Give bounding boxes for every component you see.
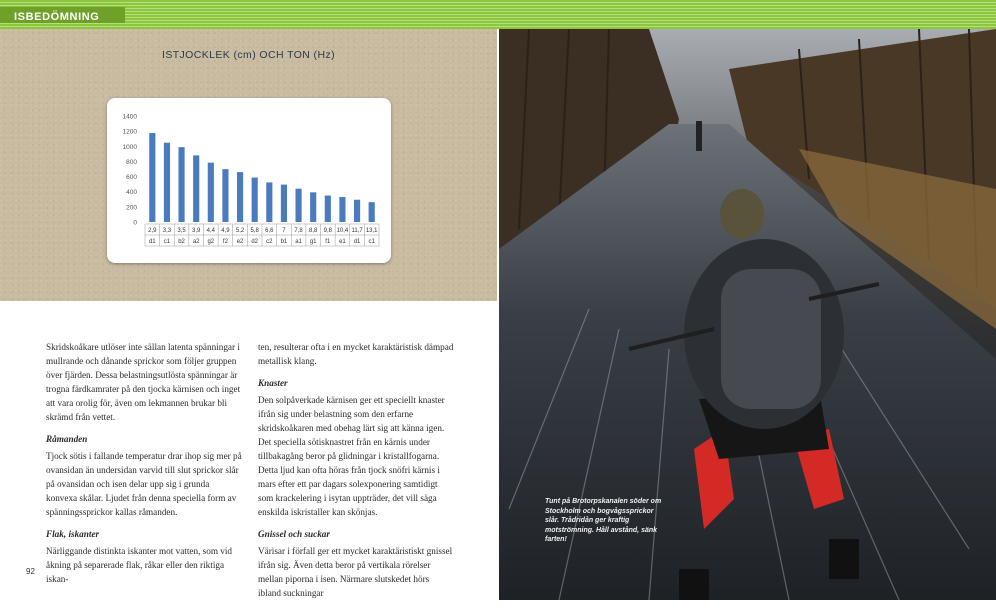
- bar: [310, 192, 316, 222]
- bar: [149, 133, 155, 222]
- bar: [237, 172, 243, 222]
- subheading-gnissel: Gnissel och suckar: [258, 529, 330, 539]
- x-category-label: 8,8: [309, 228, 318, 234]
- x-category-label: 3,5: [177, 228, 186, 234]
- y-tick-label: 400: [126, 189, 137, 197]
- x-category-label: 2,9: [148, 228, 157, 234]
- header-band: [0, 0, 996, 29]
- y-tick-label: 1400: [122, 113, 137, 121]
- bar: [193, 155, 199, 222]
- bar: [178, 147, 184, 222]
- x-note-label: b1: [280, 239, 288, 245]
- bar: [208, 163, 214, 222]
- x-note-label: d1: [148, 239, 156, 245]
- x-note-label: g1: [309, 239, 317, 245]
- page-number: 92: [26, 567, 35, 576]
- x-note-label: a2: [192, 239, 200, 245]
- bar: [339, 197, 345, 222]
- x-note-label: e1: [339, 239, 346, 245]
- x-category-label: 13,1: [365, 228, 378, 234]
- bar: [369, 202, 375, 222]
- x-category-label: 5,2: [235, 228, 245, 234]
- paragraph: Värisar i förfall ger ett mycket karaktäristiskt gnissel ifrån sig. Även detta beror på vertikala rörelser mellan piporna i isen. Närmare slutskedet hörs ibland suckningar: [258, 546, 453, 598]
- photo-caption: Tunt på Brotorpskanalen söder om Stockholm och bogvågssprickor slår. Trådridån ger kraftig motströmning. Håll avstånd, sänk farten!: [545, 498, 662, 543]
- bar: [252, 178, 258, 222]
- text-column-2: [258, 340, 454, 608]
- paragraph: Den solpåverkade kärnisen ger ett speciellt knaster ifrån sig under belastning som den erfarne skridskoåkaren med obehag lärt sig att känna igen. Det speciella sötisknastret från en kärnis under tillbakagång beror på glidningar i kristallfogarna. Detta ljud kan ofta höras från tjock snöfri kärnis i mars efter ett par dagars solexponering samtidigt som krackelering i isytan uppträder, det vill säga enskilda iskristaller kan skönjas.: [258, 395, 445, 517]
- chart-title: ISTJOCKLEK (cm) OCH TON (Hz): [162, 49, 335, 61]
- x-note-label: c2: [266, 239, 273, 245]
- bar: [325, 196, 331, 222]
- x-note-label: d2: [251, 239, 259, 245]
- bar: [266, 182, 272, 222]
- subheading-ramanden: Råmanden: [46, 434, 88, 444]
- section-tab: [0, 7, 125, 23]
- x-category-label: 4,4: [206, 228, 215, 234]
- x-note-label: e2: [236, 239, 244, 245]
- paragraph: ten, resulterar ofta i en mycket karaktäristisk dämpad metallisk klang.: [258, 342, 454, 366]
- bar: [354, 200, 360, 222]
- x-note-label: a1: [295, 239, 302, 245]
- x-note-label: f1: [325, 239, 331, 245]
- bar: [281, 185, 287, 222]
- subheading-flak: Flak, iskanter: [46, 529, 100, 539]
- x-note-label: d1: [353, 239, 361, 245]
- x-note-label: f2: [222, 239, 228, 245]
- bar-chart: [107, 98, 391, 263]
- x-category-label: 11,7: [351, 228, 363, 234]
- bar: [295, 189, 301, 222]
- x-note-label: b2: [178, 239, 185, 245]
- paragraph: Närliggande distinkta iskanter mot vatten, som vid åkning på separerade flak, råkar eller den riktiga iskan-: [46, 546, 233, 584]
- paragraph: Tjock sötis i fallande temperatur drar ihop sig mer på ovansidan än undersidan varvid till slut sprickor slår på ovansidan och isen delar upp sig i grunda konvexa skålar. Ljudet från denna speciella form av spänningssprickor kallas råmanden.: [46, 451, 242, 517]
- subheading-knaster: Knaster: [258, 378, 288, 388]
- section-title: ISBEDÖMNING: [14, 11, 100, 23]
- y-tick-label: 0: [133, 219, 137, 227]
- x-category-label: 9,8: [323, 228, 332, 234]
- x-category-label: 7,8: [294, 228, 303, 234]
- chart-card: [107, 98, 391, 263]
- x-category-label: 5,8: [250, 228, 259, 234]
- x-category-label: 4,9: [221, 228, 230, 234]
- x-note-label: c1: [368, 239, 375, 245]
- x-category-label: 7: [282, 228, 286, 234]
- x-category-label: 3,9: [192, 228, 201, 234]
- x-category-label: 10,4: [336, 228, 349, 234]
- x-category-label: 3,3: [162, 228, 172, 234]
- x-note-label: g2: [207, 239, 215, 245]
- y-tick-label: 600: [126, 174, 137, 182]
- y-tick-label: 1200: [122, 128, 137, 136]
- x-category-label: 6,6: [265, 228, 274, 234]
- paragraph: Skridskoåkare utlöser inte sällan latenta spänningar i mullrande och dånande sprickor som följer gruppen över fjärden. Dessa belastningsutlösta spänningar är trogna färdkamrater på den tjocka kärnisen och inget att vara orolig för, även om lekmannen brukar bli skrämd från vettet.: [46, 342, 241, 422]
- y-tick-label: 1000: [122, 143, 137, 151]
- x-note-label: c1: [163, 239, 171, 245]
- distant-skater: [696, 121, 702, 151]
- bar: [222, 169, 228, 222]
- y-tick-label: 800: [126, 158, 137, 166]
- y-tick-label: 200: [126, 204, 137, 212]
- bar: [164, 143, 170, 222]
- text-column-1: [46, 340, 242, 594]
